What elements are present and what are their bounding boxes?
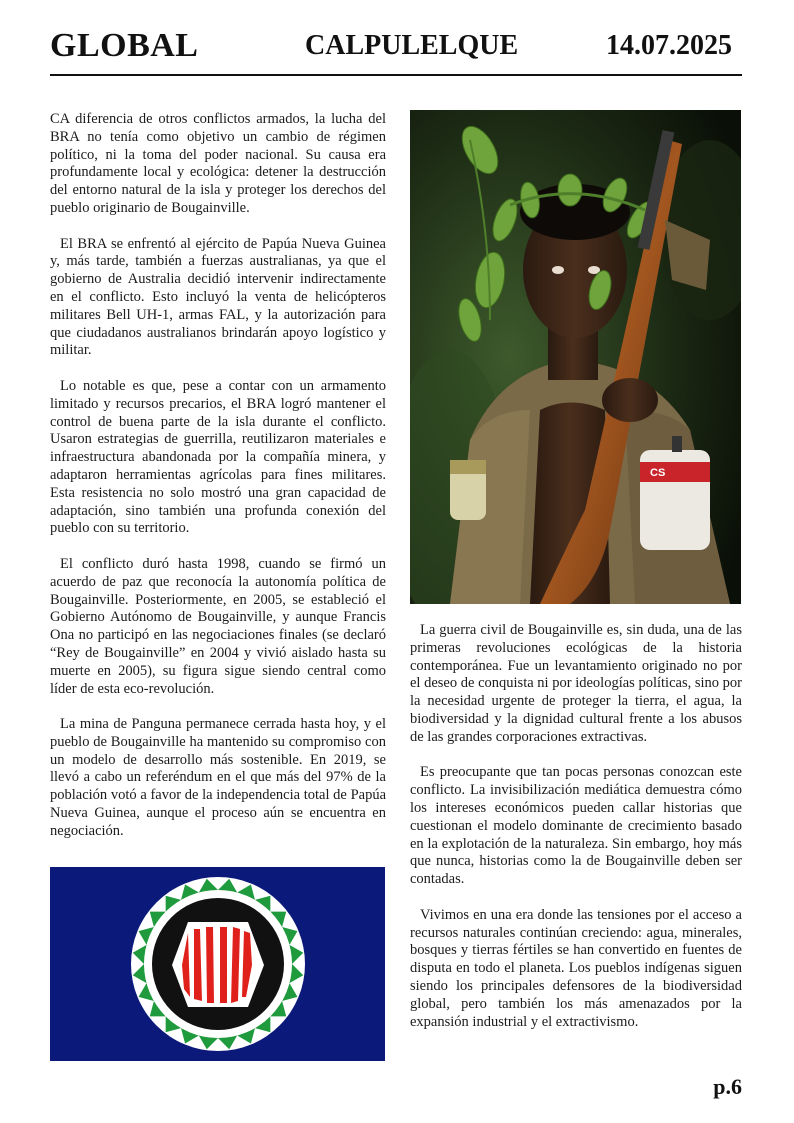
paragraph: CA diferencia de otros conflictos armados, la lucha del BRA no tenía como objetivo un cambio de régimen político, ni la toma del poder nacional. Su causa era profundamente local y ecológica: detener la destrucción del entorno natural de la isla y proteger los derechos del pueblo originario de Bougainville. [50, 111, 386, 216]
section-title: CALPULELQUE [305, 30, 519, 61]
fighter-photo [410, 110, 741, 604]
left-column [50, 111, 386, 858]
header-rule [50, 74, 742, 76]
page-number: p.6 [713, 1074, 742, 1099]
paragraph: El conflicto duró hasta 1998, cuando se firmó un acuerdo de paz que reconocía la autonomía política de Bougainville. Posteriormente, en 2005, se estableció el Gobierno Autónomo de Bougainville, y aunque Francis Ona no participó en las negociaciones finales (se declaró “Rey de Bougainville” en 2004 y vivió aislado hasta su muerte en 2005), su figura sigue siendo central como líder de esta eco-revolución. [50, 555, 386, 697]
paragraph: La guerra civil de Bougainville es, sin duda, una de las primeras revoluciones ecológicas de la historia contemporánea. Fue un levantamiento originado no por el deseo de conquista ni por ideologías políticas, sino por la necesidad urgente de proteger la tierra, el agua, la biodiversidad y la dignidad cultural frente a los abusos de las grandes corporaciones extractivas. [410, 622, 742, 745]
bougainville-flag [50, 867, 385, 1061]
right-column [410, 622, 742, 1049]
paragraph: Es preocupante que tan pocas personas conozcan este conflicto. La invisibilización mediática demuestra cómo los intereses económicos pueden callar historias que cuestionan el modelo dominante de crecimiento basado en la explotación de la naturaleza. Sin embargo, hoy más que nunca, historias como la de Bougainville deben ser contadas. [410, 764, 742, 888]
paragraph: Lo notable es que, pese a contar con un armamento limitado y recursos precarios, el BRA logró mantener el control de buena parte de la isla durante el conflicto. Usaron estrategias de guerrilla, reutilizaron materiales e infraestructura abandonada por la compañía minera, y adaptaron herramientas agrícolas para fines militares. Esta resistencia no solo mostró una gran capacidad de adaptación, sino también una profunda conexión del pueblo con su territorio. [50, 377, 386, 537]
issue-date: 14.07.2025 [606, 30, 732, 61]
paragraph: El BRA se enfrentó al ejército de Papúa Nueva Guinea y, más tarde, también a fuerzas australianas, ya que el gobierno de Australia decidió intervenir indirectamente en el conflicto. Esto incluyó la venta de helicópteros militares Bell UH-1, armas FAL, y la autorización para que ciudadanos australianos brindarán apoyo logístico y militar. [50, 235, 386, 359]
paragraph: Vivimos en una era donde las tensiones por el acceso a recursos naturales continúan creciendo: agua, minerales, bosques y tierras fértiles se han convertido en fuentes de disputa en todo el planeta. Los pueblos indígenas siguen siendo los principales defensores de la biodiversidad global, pero también los más amenazados por la expansión industrial y el extractivismo. [410, 906, 742, 1030]
paragraph: La mina de Panguna permanece cerrada hasta hoy, y el pueblo de Bougainville ha mantenido su compromiso con un modelo de desarrollo más sostenible. En 2019, se llevó a cabo un referéndum en el que más del 97% de la población votó a favor de la independencia total de Papúa Nueva Guinea, aunque el proceso aún se encuentra en negociación. [50, 716, 386, 839]
publication-brand: GLOBAL [50, 27, 199, 64]
svg-text:CS: CS [650, 467, 666, 479]
